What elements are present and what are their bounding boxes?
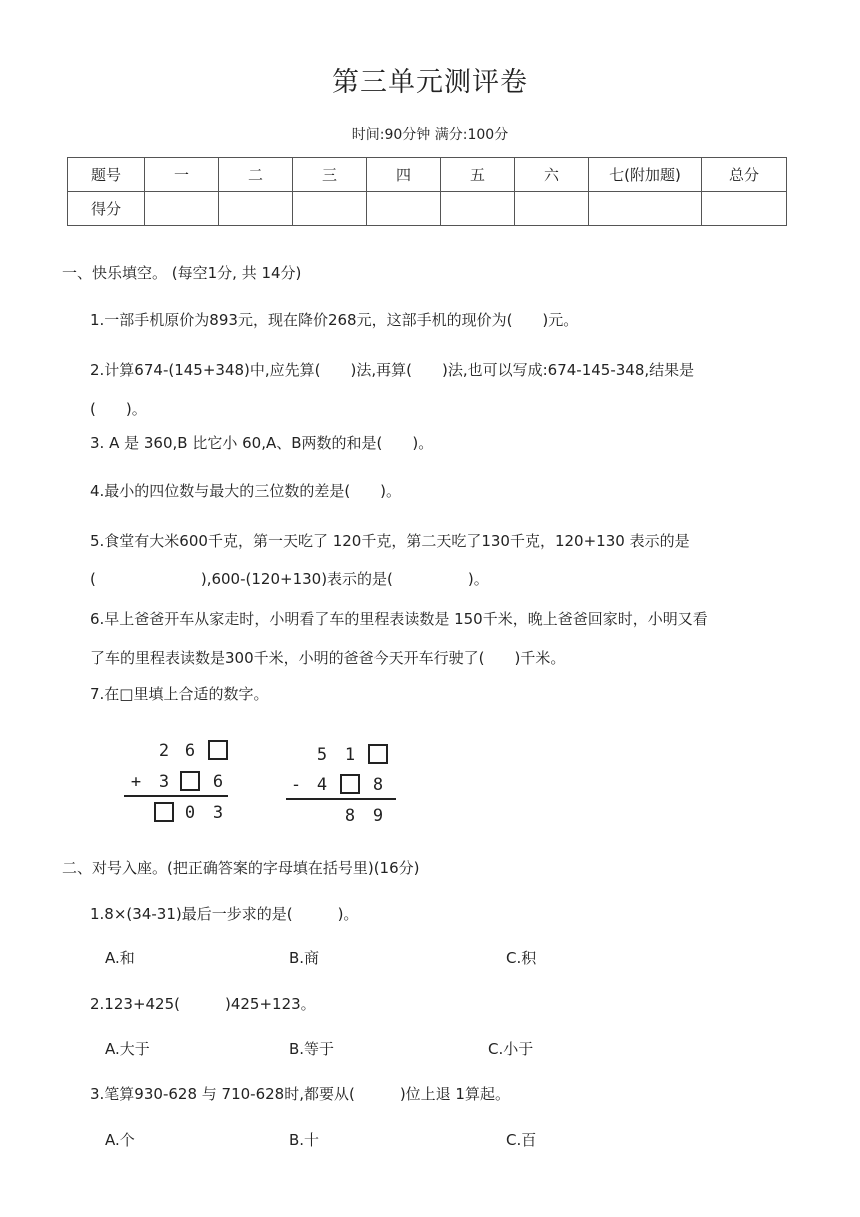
digit: 8: [344, 806, 356, 826]
score-table-header-row: [68, 158, 787, 192]
option-a[interactable]: A.和: [105, 949, 135, 967]
score-header-cell: 三: [293, 158, 367, 192]
score-cell[interactable]: [145, 192, 219, 226]
vertical-addition: [120, 735, 230, 830]
question-1-6: 6.早上爸爸开车从家走时，小明看了车的里程表读数是 150千米，晚上爸爸回家时，小明又看: [90, 610, 708, 628]
option-c[interactable]: C.百: [506, 1131, 537, 1149]
question-1-3: 3. A 是 360,B 比它小 60,A、B两数的和是( )。: [90, 434, 434, 452]
score-cell[interactable]: [702, 192, 787, 226]
section-heading-2: 二、对号入座。(把正确答案的字母填在括号里)(16分): [62, 859, 420, 877]
option-b[interactable]: B.等于: [289, 1040, 335, 1058]
sum-line: [124, 795, 228, 797]
question-2-1: 1.8×(34-31)最后一步求的是( )。: [90, 905, 359, 923]
score-cell[interactable]: [367, 192, 441, 226]
score-cell[interactable]: [589, 192, 702, 226]
score-header-cell: 二: [219, 158, 293, 192]
digit-blank-box[interactable]: [340, 774, 360, 794]
question-1-2-cont: ( )。: [90, 400, 147, 418]
digit: 5: [316, 745, 328, 765]
score-header-cell: 六: [515, 158, 589, 192]
digit: 9: [372, 806, 384, 826]
question-1-6-cont: 了车的里程表读数是300千米，小明的爸爸今天开车行驶了( )千米。: [90, 649, 566, 667]
option-b[interactable]: B.商: [289, 949, 320, 967]
option-c[interactable]: C.积: [506, 949, 537, 967]
exam-info: 时间:90分钟 满分:100分: [351, 127, 509, 143]
score-cell[interactable]: [515, 192, 589, 226]
question-1-2: 2.计算674-(145+348)中,应先算( )法,再算( )法,也可以写成:674-145-348,结果是: [90, 361, 695, 379]
question-2-2: 2.123+425( )425+123。: [90, 995, 316, 1013]
score-cell[interactable]: [293, 192, 367, 226]
score-header-cell: 七(附加题): [589, 158, 702, 192]
question-1-5-cont: ( ),600-(120+130)表示的是( )。: [90, 570, 489, 588]
digit: 3: [158, 772, 170, 792]
option-b[interactable]: B.十: [289, 1131, 320, 1149]
digit: 0: [184, 803, 196, 823]
question-1-7: 7.在□里填上合适的数字。: [90, 685, 269, 703]
score-table-score-row: [68, 192, 787, 226]
question-2-3: 3.笔算930-628 与 710-628时,都要从( )位上退 1算起。: [90, 1085, 510, 1103]
digit: 6: [212, 772, 224, 792]
digit: 6: [184, 741, 196, 761]
digit: 1: [344, 745, 356, 765]
question-1-5: 5.食堂有大米600千克，第一天吃了 120千克，第二天吃了130千克，120+130 表示的是: [90, 532, 690, 550]
digit-blank-box[interactable]: [154, 802, 174, 822]
digit: 8: [372, 775, 384, 795]
digit: 4: [316, 775, 328, 795]
option-a[interactable]: A.个: [105, 1131, 135, 1149]
digit-blank-box[interactable]: [368, 744, 388, 764]
score-header-cell: 题号: [68, 158, 145, 192]
score-table: [67, 157, 787, 226]
plus-sign: +: [130, 772, 142, 792]
score-cell[interactable]: [219, 192, 293, 226]
question-1-4: 4.最小的四位数与最大的三位数的差是( )。: [90, 482, 402, 500]
score-header-cell: 一: [145, 158, 219, 192]
digit: 3: [212, 803, 224, 823]
section-heading-1: 一、快乐填空。 (每空1分, 共 14分): [62, 264, 302, 282]
score-cell[interactable]: [441, 192, 515, 226]
score-header-cell: 总分: [702, 158, 787, 192]
score-header-cell: 五: [441, 158, 515, 192]
digit: 2: [158, 741, 170, 761]
digit-blank-box[interactable]: [208, 740, 228, 760]
vertical-subtraction: [284, 740, 399, 830]
page-title: 第三单元测评卷: [332, 67, 528, 98]
score-header-cell: 四: [367, 158, 441, 192]
difference-line: [286, 798, 396, 800]
option-c[interactable]: C.小于: [488, 1040, 534, 1058]
digit-blank-box[interactable]: [180, 771, 200, 791]
option-a[interactable]: A.大于: [105, 1040, 150, 1058]
question-1-1: 1.一部手机原价为893元，现在降价268元，这部手机的现价为( )元。: [90, 311, 579, 329]
score-row-label: 得分: [68, 192, 145, 226]
minus-sign: -: [290, 775, 302, 795]
